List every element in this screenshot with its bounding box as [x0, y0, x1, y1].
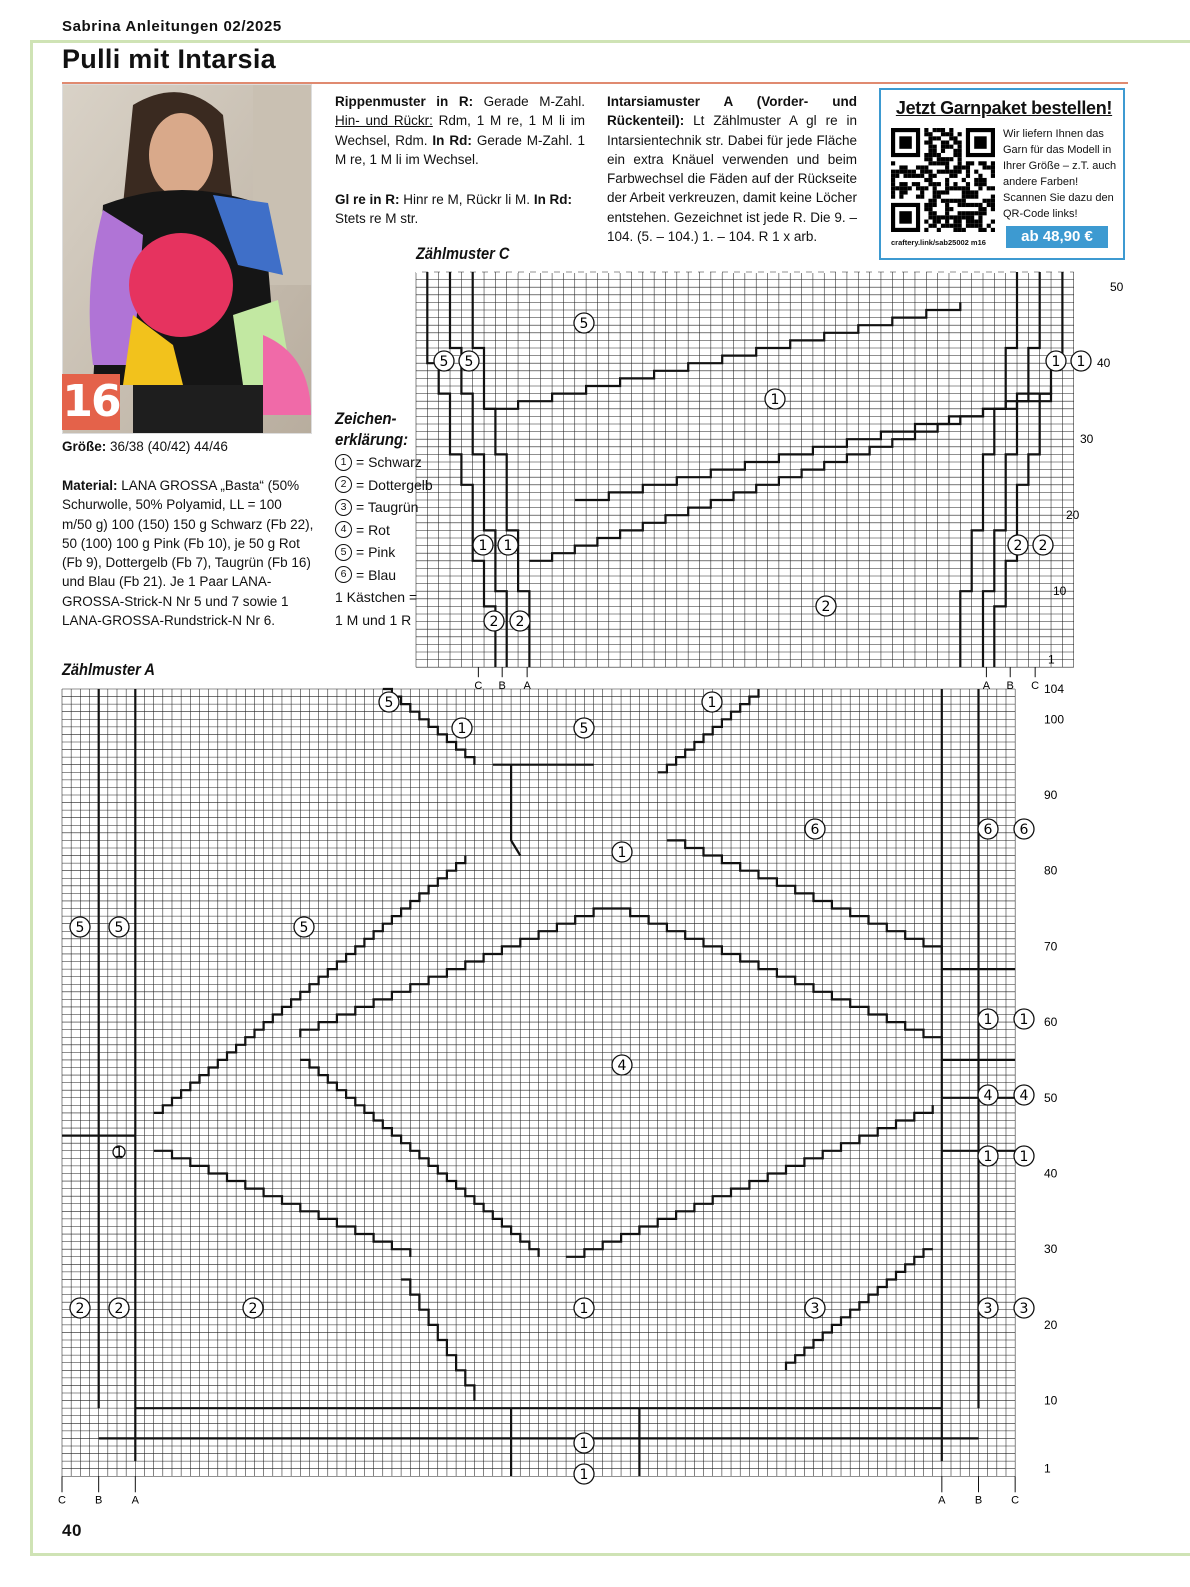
color-number-label: 6 [1019, 822, 1029, 838]
color-number-label: 6 [983, 822, 993, 838]
row-label: 30 [1080, 432, 1094, 447]
row-label: 40 [1097, 356, 1111, 371]
legend-label: = Rot [356, 521, 390, 538]
chart-a-grid [62, 689, 1015, 1476]
legend-note-2: 1 M und 1 R [335, 611, 412, 628]
size-marker-label: B [94, 1494, 103, 1507]
legend-number: 2 [335, 476, 352, 493]
color-number-label: 2 [1038, 538, 1048, 554]
legend-label: = Taugrün [356, 499, 419, 516]
price-badge[interactable]: ab 48,90 € [1006, 226, 1108, 248]
color-number-label: 1 [1076, 354, 1086, 370]
row-label: 30 [1044, 1242, 1058, 1257]
legend-title-2: erklärung: [335, 430, 409, 449]
color-number-label: 1 [503, 538, 513, 554]
legend-label: = Dottergelb [356, 476, 433, 493]
row-label: 10 [1044, 1393, 1058, 1408]
rippenmuster-title: Rippenmuster in R: [335, 94, 474, 109]
color-number-label: 2 [821, 599, 831, 615]
color-number-label: 5 [464, 354, 474, 370]
color-number-label: 4 [983, 1088, 993, 1104]
magazine-header: Sabrina Anleitungen 02/2025 [62, 18, 282, 35]
color-number-label: 1 [114, 1145, 124, 1161]
legend-label: = Pink [356, 544, 396, 561]
size-marker-label: B [1006, 680, 1014, 693]
material-label: Material: [62, 478, 118, 493]
color-number-label: 1 [1051, 354, 1061, 370]
color-number-label: 3 [1019, 1301, 1029, 1317]
color-number-label: 6 [810, 822, 820, 838]
legend-number: 4 [335, 521, 352, 538]
size-marker-label: C [1011, 1494, 1020, 1507]
legend-number: 3 [335, 499, 352, 516]
row-label: 50 [1044, 1090, 1058, 1105]
row-label: 1 [1044, 1461, 1051, 1476]
row-label: 20 [1044, 1317, 1058, 1332]
color-number-label: 1 [1019, 1149, 1029, 1165]
size-marker-label: C [474, 680, 483, 693]
promo-url[interactable]: craftery.link/sab25002 m16 [891, 238, 986, 247]
color-number-label: 4 [617, 1058, 627, 1074]
page-number: 40 [62, 1521, 82, 1540]
row-label: 1 [1048, 652, 1055, 667]
glre-round-label: In Rd: [533, 192, 573, 207]
size-label: Größe: [62, 439, 107, 454]
color-number-label: 3 [983, 1301, 993, 1317]
color-number-label: 1 [983, 1012, 993, 1028]
promo-text: Wir liefern Ihnen das Garn für das Modell in Ihrer Größe – z.T. auch andere Farben! Scannen Sie dazu den QR-Code links! [1003, 128, 1117, 220]
glre-text: Stets re M str. [335, 211, 419, 227]
color-number-label: 5 [75, 920, 85, 936]
color-number-label: 5 [384, 695, 394, 711]
color-number-label: 5 [579, 316, 589, 332]
glre-title: Gl re in R: [335, 192, 400, 207]
intarsia-text: Lt Zählmuster A gl re in Intarsientechnik str. Dabei für jede Fläche ein extra Knäuel verwenden und beim Farbwechsel die Fäden auf der Rückseite der Arbeit verkreuzen, damit keine Löcher entstehen. Gezeichnet ist jede R. Die 9. – 104. (5. – 104.) 1. – 104. R 1 x arb. [607, 113, 857, 245]
model-number-badge: 16 [62, 374, 120, 430]
chart-c-title: Zählmuster C [416, 244, 510, 263]
row-label: 20 [1066, 508, 1080, 523]
color-number-label: 5 [579, 721, 589, 737]
color-number-label: 1 [579, 1436, 589, 1452]
row-label: 10 [1053, 584, 1067, 599]
color-number-label: 1 [983, 1149, 993, 1165]
size-marker-label: A [982, 680, 991, 693]
rippenmuster-round-label: In Rd: [432, 132, 472, 148]
row-label: 60 [1044, 1015, 1058, 1030]
color-number-label: 2 [1013, 538, 1023, 554]
color-number-label: 1 [478, 538, 488, 554]
color-number-label: 1 [770, 392, 780, 408]
legend-label: = Schwarz [356, 454, 422, 471]
color-number-label: 2 [515, 614, 525, 630]
color-number-label: 1 [707, 695, 717, 711]
rippenmuster-text: Gerade M-Zahl. [483, 94, 585, 109]
chart-a-title: Zählmuster A [62, 660, 155, 679]
row-label: 104 [1044, 682, 1065, 696]
legend-number: 1 [335, 454, 352, 471]
row-label: 80 [1044, 863, 1058, 878]
legend-number: 5 [335, 544, 352, 561]
row-label: 90 [1044, 787, 1058, 802]
rippenmuster-underline: Hin- und Rückr: [335, 113, 433, 129]
legend-label: = Blau [356, 566, 397, 583]
legend-number: 6 [335, 566, 352, 583]
color-number-label: 2 [114, 1301, 124, 1317]
color-number-label: 4 [1019, 1088, 1029, 1104]
size-marker-label: C [1031, 680, 1040, 693]
color-number-label: 5 [299, 920, 309, 936]
color-number-label: 2 [75, 1301, 85, 1317]
color-number-label: 1 [617, 845, 627, 861]
size-marker-label: A [523, 680, 531, 693]
size-marker-label: A [131, 1494, 139, 1507]
color-number-label: 5 [439, 354, 449, 370]
color-number-label: 1 [457, 721, 467, 737]
row-label: 100 [1044, 712, 1065, 727]
color-number-label: 5 [114, 920, 124, 936]
intarsia-title: Intarsiamuster A (Vorder- und Rückenteil): [607, 94, 857, 129]
legend-title-1: Zeichen- [335, 409, 397, 428]
color-number-label: 1 [1019, 1012, 1029, 1028]
color-number-label: 2 [248, 1301, 258, 1317]
color-number-label: 1 [579, 1301, 589, 1317]
row-label: 50 [1110, 280, 1124, 295]
size-marker-label: A [938, 1494, 946, 1507]
rippenmuster-text: Rdm, 1 M re, 1 M li im Wechsel, Rdm. [335, 113, 585, 148]
color-number-label: 1 [579, 1467, 589, 1483]
color-number-label: 2 [489, 614, 499, 630]
promo-title[interactable]: Jetzt Garnpaket bestellen! [895, 98, 1113, 118]
row-label: 40 [1044, 1166, 1058, 1181]
size-marker-label: C [58, 1494, 66, 1507]
rippenmuster-text: Gerade M-Zahl. 1 M re, 1 M li im Wechsel. [335, 132, 585, 167]
page-title: Pulli mit Intarsia [62, 44, 276, 74]
size-marker-label: B [498, 680, 506, 693]
color-number-label: 3 [810, 1301, 820, 1317]
legend-note-1: 1 Kästchen = [335, 589, 418, 605]
row-label: 70 [1044, 939, 1058, 954]
glre-text: Hinr re M, Rückr li M. [403, 192, 531, 207]
size-value: 36/38 (40/42) 44/46 [110, 439, 228, 454]
size-marker-label: B [974, 1494, 983, 1507]
material-text: LANA GROSSA „Basta“ (50% Schurwolle, 50% Polyamid, LL = 100 m/50 g) 100 (150) 150 g Schwarz (Fb 22), 50 (100) 100 g Pink (Fb 10), je 50 g Rot (Fb 9), Dottergelb (Fb 7), Taugrün (Fb 16) und Blau (Fb 21). Je 1 Paar LANA-GROSSA-Strick-N Nr 5 und 7 sowie 1 LANA-GROSSA-Rundstrick-N Nr 6. [62, 478, 314, 629]
